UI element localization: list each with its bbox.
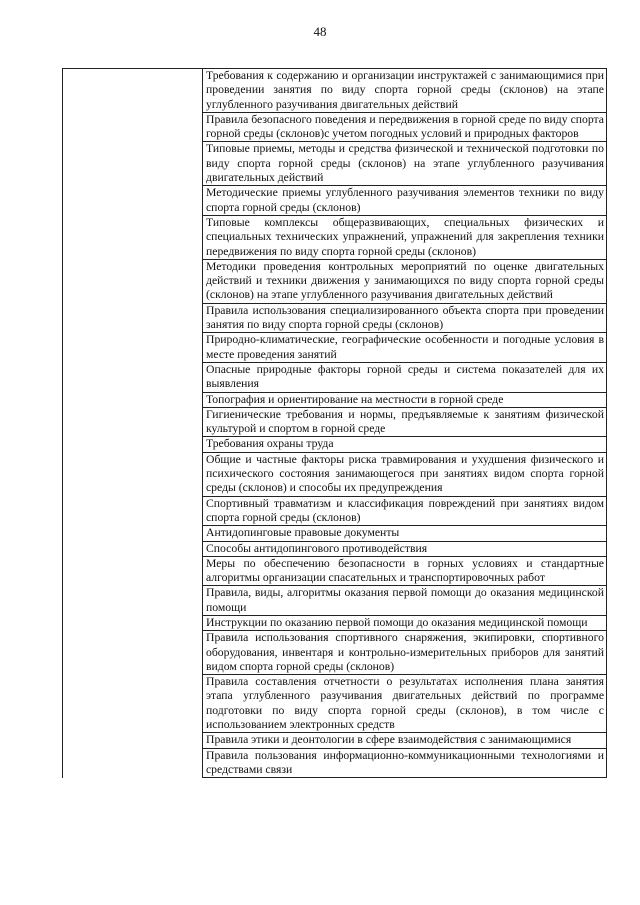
page-number: 48	[313, 24, 327, 39]
requirements-table-body	[63, 69, 607, 778]
requirement-text-cell: Правила пользования информационно-коммуникационными технологиями и средствами связи	[203, 748, 607, 778]
requirement-text-cell: Правила использования специализированного объекта спорта при проведении занятия по виду спорта горной среды (склонов)	[203, 303, 607, 333]
requirement-text-cell: Природно-климатические, географические особенности и погодные условия в месте проведения занятий	[203, 333, 607, 363]
requirement-text-cell: Общие и частные факторы риска травмирования и ухудшения физического и психического состояния занимающегося при занятиях видом спорта горной среды (склонов) и способы их предупреждения	[203, 452, 607, 496]
requirement-text-cell: Меры по обеспечению безопасности в горных условиях и стандартные алгоритмы организации спасательных и транспортировочных работ	[203, 556, 607, 586]
requirements-table	[62, 68, 607, 778]
requirement-text-cell: Типовые приемы, методы и средства физической и технической подготовки по виду спорта горной среды (склонов) на этапе углубленного разучивания двигательных действий	[203, 142, 607, 186]
requirement-text-cell: Правила составления отчетности о результатах исполнения плана занятия этапа углубленного разучивания двигательных действий по программе подготовки по виду спорта горной среды (склонов), в том числе с использованием электронных средств	[203, 675, 607, 733]
requirement-text-cell: Методические приемы углубленного разучивания элементов техники по виду спорта горной среды (склонов)	[203, 186, 607, 216]
requirement-text-cell: Правила этики и деонтологии в сфере взаимодействия с занимающимися	[203, 733, 607, 748]
requirement-text-cell: Способы антидопингового противодействия	[203, 541, 607, 556]
requirement-text-cell: Топография и ориентирование на местности в горной среде	[203, 392, 607, 407]
merged-label-cell	[63, 69, 203, 778]
requirement-text-cell: Спортивный травматизм и классификация повреждений при занятиях видом спорта горной среды (склонов)	[203, 496, 607, 526]
requirement-text-cell: Антидопинговые правовые документы	[203, 526, 607, 541]
requirement-text-cell: Опасные природные факторы горной среды и система показателей для их выявления	[203, 362, 607, 392]
requirement-text-cell: Типовые комплексы общеразвивающих, специальных физических и специальных технических упражнений, упражнений для закрепления техники передвижения по виду спорта горной среды (склонов)	[203, 215, 607, 259]
requirement-text-cell: Правила использования спортивного снаряжения, экипировки, спортивного оборудования, инвентаря и контрольно-измерительных приборов для занятий видом спорта горной среды (склонов)	[203, 631, 607, 675]
requirement-text-cell: Правила, виды, алгоритмы оказания первой помощи до оказания медицинской помощи	[203, 586, 607, 616]
requirement-text-cell: Требования к содержанию и организации инструктажей с занимающимися при проведении занятия по виду спорта горной среды (склонов) на этапе углубленного разучивания двигательных действий	[203, 69, 607, 113]
requirements-table-container	[62, 68, 606, 778]
requirement-text-cell: Гигиенические требования и нормы, предъявляемые к занятиям физической культурой и спортом в горной среде	[203, 407, 607, 437]
requirement-text-cell: Требования охраны труда	[203, 437, 607, 452]
requirement-text-cell: Правила безопасного поведения и передвижения в горной среде по виду спорта горной среды (склонов)с учетом погодных условий и природных факторов	[203, 112, 607, 142]
requirement-text-cell: Методики проведения контрольных мероприятий по оценке двигательных действий и техники движения у занимающихся по виду спорта горной среды (склонов) на этапе углубленного разучивания двигательных действий	[203, 259, 607, 303]
requirement-text-cell: Инструкции по оказанию первой помощи до оказания медицинской помощи	[203, 615, 607, 630]
table-row	[63, 69, 607, 113]
